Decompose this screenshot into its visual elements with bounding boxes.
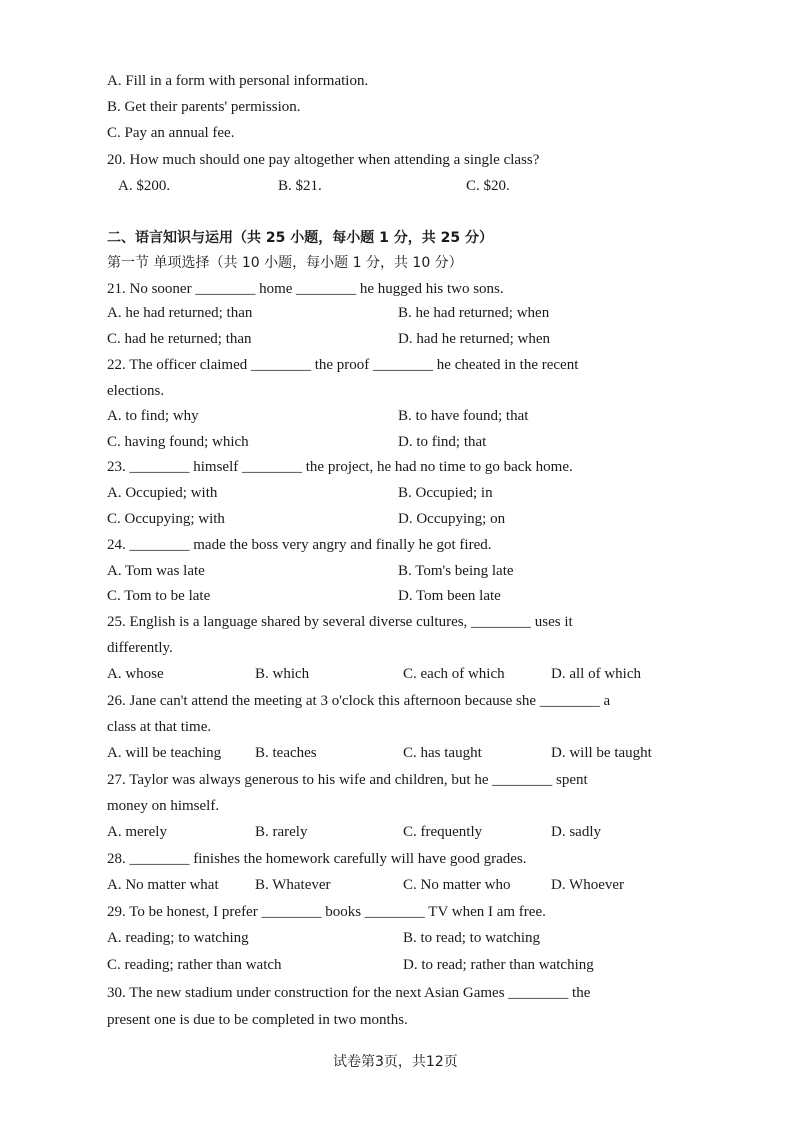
q26-stem-line1: 26. Jane can't attend the meeting at 3 o'clock this afternoon because she ________ a xyxy=(107,693,611,709)
q23-option-b: B. Occupied; in xyxy=(398,485,493,501)
q23-option-c: C. Occupying; with xyxy=(107,511,225,527)
q27-option-a: A. merely xyxy=(107,824,167,840)
q27-option-b: B. rarely xyxy=(255,824,308,840)
q19-option-c: C. Pay an annual fee. xyxy=(107,125,235,141)
q28-option-b: B. Whatever xyxy=(255,877,331,893)
q22-option-b: B. to have found; that xyxy=(398,408,529,424)
q21-option-c: C. had he returned; than xyxy=(107,331,252,347)
q21-option-a: A. he had returned; than xyxy=(107,305,253,321)
q19-option-a: A. Fill in a form with personal information. xyxy=(107,73,369,89)
q22-stem-line1: 22. The officer claimed ________ the proof ________ he cheated in the recent xyxy=(107,357,579,373)
q29-option-d: D. to read; rather than watching xyxy=(403,957,594,973)
q25-option-a: A. whose xyxy=(107,666,164,682)
q26-option-d: D. will be taught xyxy=(551,745,652,761)
q30-stem-line1: 30. The new stadium under construction for the next Asian Games ________ the xyxy=(107,985,591,1001)
section-subtitle: 第一节 单项选择（共 10 小题，每小题 1 分，共 10 分） xyxy=(107,255,463,271)
q27-stem-line2: money on himself. xyxy=(107,798,220,814)
q28-option-c: C. No matter who xyxy=(403,877,511,893)
q20-stem: 20. How much should one pay altogether when attending a single class? xyxy=(107,152,540,168)
section-title: 二、语言知识与运用（共 25 小题，每小题 1 分，共 25 分） xyxy=(107,230,493,246)
q25-stem-line2: differently. xyxy=(107,640,173,656)
q23-option-d: D. Occupying; on xyxy=(398,511,506,527)
q23-option-a: A. Occupied; with xyxy=(107,485,218,501)
q22-option-c: C. having found; which xyxy=(107,434,249,450)
q30-stem-line2: present one is due to be completed in two months. xyxy=(107,1012,408,1028)
q21-option-d: D. had he returned; when xyxy=(398,331,551,347)
q22-stem-line2: elections. xyxy=(107,383,165,399)
q27-option-c: C. frequently xyxy=(403,824,483,840)
q21-option-b: B. he had returned; when xyxy=(398,305,550,321)
q21-stem: 21. No sooner ________ home ________ he hugged his two sons. xyxy=(107,281,504,297)
q26-stem-line2: class at that time. xyxy=(107,719,212,735)
q25-option-b: B. which xyxy=(255,666,310,682)
q27-stem-line1: 27. Taylor was always generous to his wife and children, but he ________ spent xyxy=(107,772,588,788)
q25-option-d: D. all of which xyxy=(551,666,641,682)
q26-option-b: B. teaches xyxy=(255,745,317,761)
q23-stem: 23. ________ himself ________ the project, he had no time to go back home. xyxy=(107,459,573,475)
q28-stem: 28. ________ finishes the homework carefully will have good grades. xyxy=(107,851,527,867)
q28-option-d: D. Whoever xyxy=(551,877,625,893)
q22-option-a: A. to find; why xyxy=(107,408,199,424)
q24-option-d: D. Tom been late xyxy=(398,588,501,604)
q29-option-c: C. reading; rather than watch xyxy=(107,957,282,973)
q22-option-d: D. to find; that xyxy=(398,434,487,450)
q29-stem: 29. To be honest, I prefer ________ books ________ TV when I am free. xyxy=(107,904,546,920)
q24-option-b: B. Tom's being late xyxy=(398,563,514,579)
q20-option-a: A. $200. xyxy=(118,178,171,194)
q20-option-b: B. $21. xyxy=(278,178,322,194)
q25-stem-line1: 25. English is a language shared by several diverse cultures, ________ uses it xyxy=(107,614,573,630)
q25-option-c: C. each of which xyxy=(403,666,505,682)
page-footer: 试卷第3页，共12页 xyxy=(333,1054,458,1070)
q28-option-a: A. No matter what xyxy=(107,877,219,893)
q27-option-d: D. sadly xyxy=(551,824,601,840)
q20-option-c: C. $20. xyxy=(466,178,510,194)
q24-option-a: A. Tom was late xyxy=(107,563,205,579)
q29-option-b: B. to read; to watching xyxy=(403,930,541,946)
q29-option-a: A. reading; to watching xyxy=(107,930,249,946)
q19-option-b: B. Get their parents' permission. xyxy=(107,99,301,115)
q26-option-a: A. will be teaching xyxy=(107,745,222,761)
q26-option-c: C. has taught xyxy=(403,745,482,761)
q24-stem: 24. ________ made the boss very angry and finally he got fired. xyxy=(107,537,492,553)
q24-option-c: C. Tom to be late xyxy=(107,588,211,604)
